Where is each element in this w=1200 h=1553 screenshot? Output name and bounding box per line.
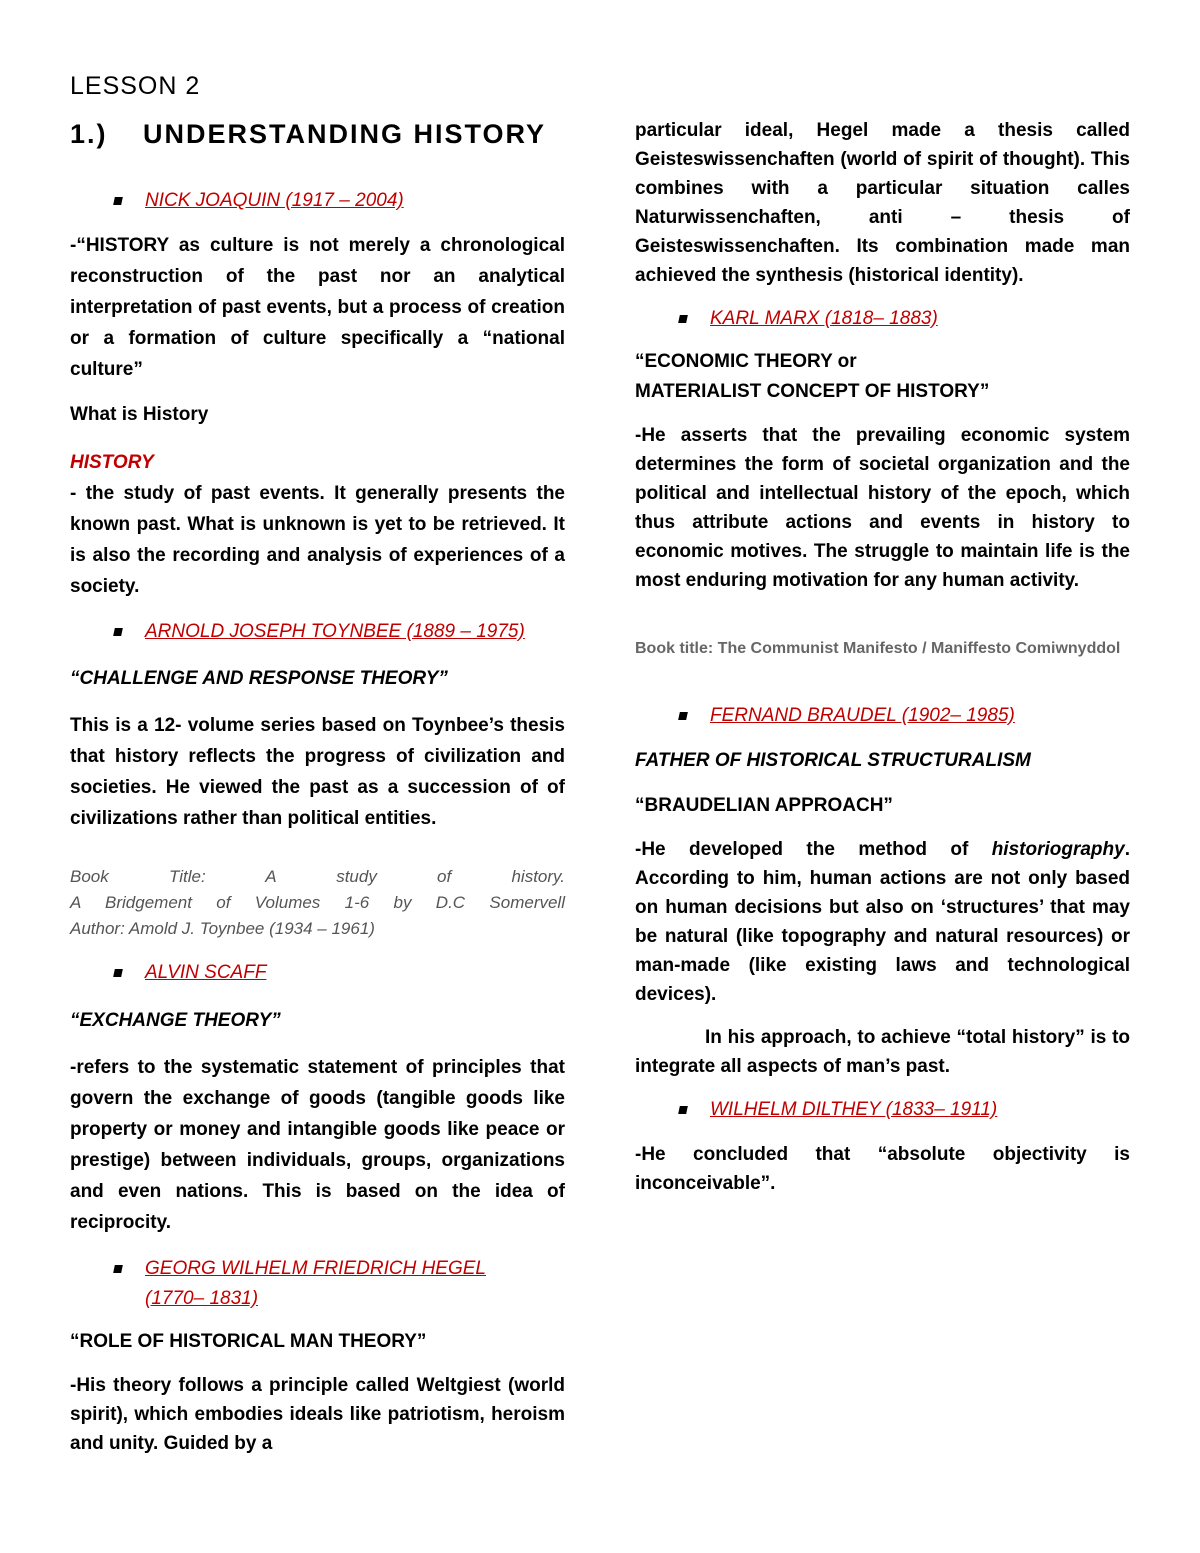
hegel-theory: “ROLE OF HISTORICAL MAN THEORY”	[70, 1331, 427, 1352]
history-definition: - the study of past events. It generally presents the known past. What is unknown is yet to be retrieved. It is also the recording and analysis of experiences of a society.	[70, 483, 565, 597]
section-name: UNDERSTANDING HISTORY	[143, 119, 547, 149]
braudel-approach: “BRAUDELIAN APPROACH”	[635, 795, 893, 816]
lesson-label: LESSON 2	[70, 72, 201, 100]
what-is-history: What is History	[70, 404, 209, 425]
toynbee-ref-bridgement: A Bridgement of Volumes 1-6 by D.C Somervell	[70, 893, 565, 912]
section-title	[70, 119, 546, 150]
bullet-icon	[678, 712, 688, 720]
bullet-icon	[678, 1106, 688, 1114]
history-label: HISTORY	[70, 452, 154, 473]
toynbee-theory: “CHALLENGE AND RESPONSE THEORY”	[70, 668, 448, 689]
braudel-title: FATHER OF HISTORICAL STRUCTURALISM	[635, 750, 1031, 771]
section-number: 1.)	[70, 119, 108, 149]
bullet-icon	[678, 315, 688, 323]
bullet-icon	[113, 628, 123, 636]
bullet-icon	[113, 197, 123, 205]
marx-text: -He asserts that the prevailing economic system determines the form of societal organization and the political and intellectual history of the epoch, which thus attribute actions and events in history to economic motives. The struggle to maintain life is the most enduring motivation for any human activity.	[635, 425, 1130, 591]
historiography-term: historiography	[991, 839, 1125, 860]
marx-heading: KARL MARX (1818– 1883)	[635, 304, 1130, 334]
marx-book-ref: Book title: The Communist Manifesto / Maniffesto Comiwnyddol	[635, 640, 1121, 657]
braudel-heading: FERNAND BRAUDEL (1902– 1985)	[635, 701, 1130, 731]
marx-theory-line2: MATERIALIST CONCEPT OF HISTORY”	[635, 381, 990, 402]
dilthey-heading: WILHELM DILTHEY (1833– 1911)	[635, 1095, 1130, 1125]
hegel-continued: particular ideal, Hegel made a thesis called Geisteswissenchaften (world of spirit of thought). This combines with a particular situation calles Naturwissenchaften, anti – thesis of Geisteswissenchaften. Its combination made man achieved the synthesis (historical identity).	[635, 120, 1130, 286]
toynbee-heading: ARNOLD JOSEPH TOYNBEE (1889 – 1975)	[70, 617, 565, 647]
scaff-theory: “EXCHANGE THEORY”	[70, 1010, 281, 1031]
braudel-text-2: In his approach, to achieve “total history” is to integrate all aspects of man’s past.	[635, 1027, 1130, 1077]
bullet-icon	[113, 1265, 123, 1273]
dilthey-text: -He concluded that “absolute objectivity is inconceivable”.	[635, 1144, 1130, 1194]
joaquin-heading: NICK JOAQUIN (1917 – 2004)	[70, 186, 565, 216]
toynbee-ref-author: Author: Amold J. Toynbee (1934 – 1961)	[70, 919, 375, 938]
toynbee-text: This is a 12- volume series based on Toynbee’s thesis that history reflects the progress of civilization and societies. He viewed the past as a succession of of civilizations rather than political entities.	[70, 715, 565, 829]
scaff-heading: ALVIN SCAFF	[70, 958, 565, 988]
joaquin-quote: -“HISTORY as culture is not merely a chronological reconstruction of the past nor an analytical interpretation of past events, but a process of creation or a formation of culture specifically a “national culture”	[70, 235, 565, 380]
bullet-icon	[113, 969, 123, 977]
toynbee-ref-title: Book Title: A study of history.	[70, 867, 565, 886]
hegel-text: -His theory follows a principle called Weltgiest (world spirit), which embodies ideals like patriotism, heroism and unity. Guided by a	[70, 1375, 565, 1454]
marx-theory-line1: “ECONOMIC THEORY or	[635, 351, 857, 372]
scaff-text: -refers to the systematic statement of principles that govern the exchange of goods (tangible goods like property or money and intangible goods like peace or prestige) between individuals, groups, organizations and even nations. This is based on the idea of reciprocity.	[70, 1057, 565, 1233]
hegel-heading: GEORG WILHELM FRIEDRICH HEGEL (1770– 1831)	[70, 1254, 565, 1314]
braudel-text: -He developed the method of historiography. According to him, human actions are not only based on human decisions but also on ‘structures’ that may be natural (like topography and natural resources) or man-made (like existing laws and technological devices).	[635, 839, 1130, 1005]
